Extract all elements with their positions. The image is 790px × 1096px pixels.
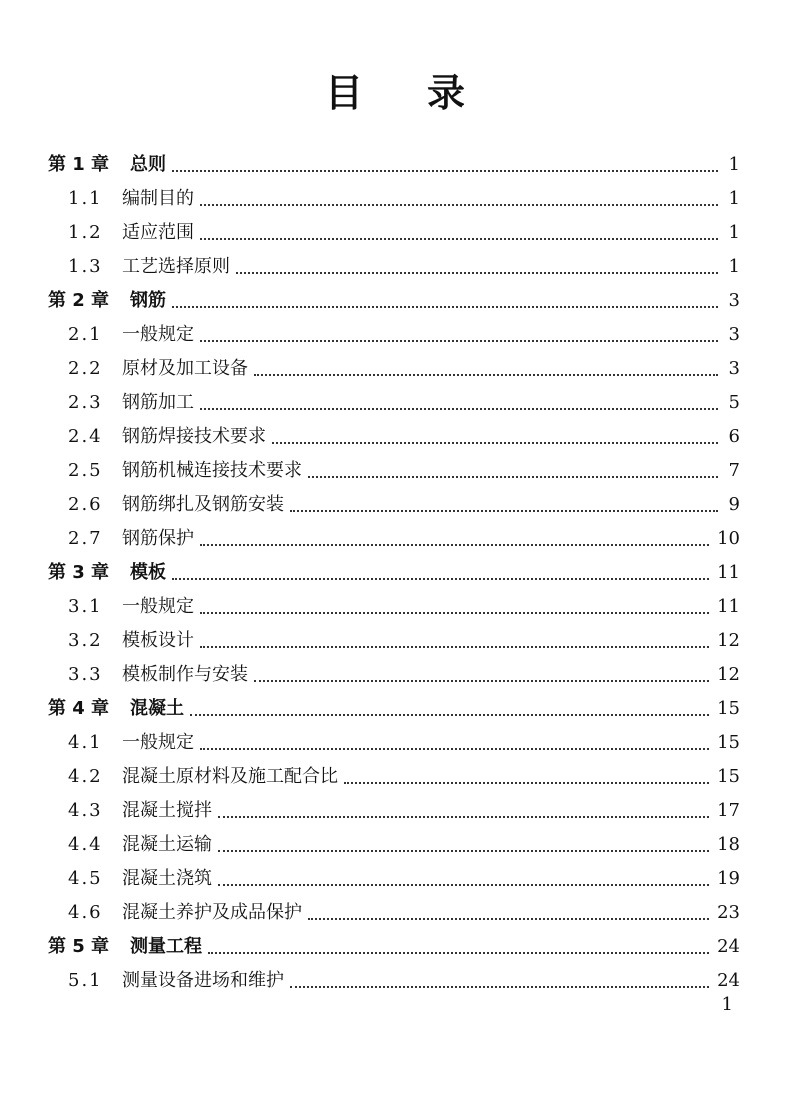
entry-title: 混凝土 — [130, 698, 184, 719]
entry-page-number: 3 — [728, 324, 740, 345]
entry-number: 第 4 章 — [48, 698, 110, 719]
entry-page-number: 11 — [717, 562, 740, 583]
entry-title: 总则 — [130, 154, 166, 175]
entry-page-number: 24 — [717, 936, 740, 957]
entry-title: 混凝土搅拌 — [122, 800, 212, 821]
entry-number: 第 3 章 — [48, 562, 110, 583]
dot-leader — [272, 441, 718, 444]
entry-page-number: 12 — [717, 630, 740, 651]
toc-chapter-entry — [48, 556, 740, 590]
dot-leader — [200, 747, 709, 750]
dot-leader — [172, 305, 718, 308]
toc-chapter-entry — [48, 692, 740, 726]
toc-section-entry — [48, 794, 740, 828]
entry-page-number: 3 — [728, 290, 740, 311]
entry-title: 模板制作与安装 — [122, 664, 248, 685]
dot-leader — [200, 645, 709, 648]
entry-number: 2.1 — [68, 324, 103, 345]
dot-leader — [172, 577, 709, 580]
title-char-1: 目 — [324, 71, 363, 115]
entry-number: 4.6 — [68, 902, 103, 923]
entry-page-number: 15 — [717, 698, 740, 719]
entry-title: 混凝土运输 — [122, 834, 212, 855]
page-title — [0, 62, 790, 117]
toc-chapter-entry — [48, 148, 740, 182]
toc-section-entry — [48, 216, 740, 250]
toc-section-entry — [48, 624, 740, 658]
entry-number: 3.3 — [68, 664, 103, 685]
entry-title: 编制目的 — [122, 188, 194, 209]
dot-leader — [172, 169, 718, 172]
entry-title: 模板设计 — [122, 630, 194, 651]
entry-page-number: 23 — [717, 902, 740, 923]
entry-page-number: 24 — [717, 970, 740, 991]
title-char-2: 录 — [427, 71, 466, 115]
entry-page-number: 7 — [728, 460, 740, 481]
dot-leader — [218, 815, 709, 818]
toc-section-entry — [48, 352, 740, 386]
entry-title: 混凝土养护及成品保护 — [122, 902, 302, 923]
entry-page-number: 9 — [728, 494, 740, 515]
entry-page-number: 12 — [717, 664, 740, 685]
entry-page-number: 11 — [717, 596, 740, 617]
entry-page-number: 1 — [728, 222, 740, 243]
entry-title: 一般规定 — [122, 324, 194, 345]
entry-title: 钢筋焊接技术要求 — [122, 426, 266, 447]
dot-leader — [308, 475, 718, 478]
dot-leader — [236, 271, 718, 274]
toc-section-entry — [48, 318, 740, 352]
dot-leader — [200, 543, 709, 546]
entry-page-number: 5 — [728, 392, 740, 413]
entry-number: 4.1 — [68, 732, 103, 753]
dot-leader — [290, 985, 709, 988]
entry-number: 1.1 — [68, 188, 103, 209]
toc-section-entry — [48, 760, 740, 794]
entry-number: 2.6 — [68, 494, 103, 515]
toc-chapter-entry — [48, 284, 740, 318]
entry-page-number: 6 — [728, 426, 740, 447]
dot-leader — [218, 883, 709, 886]
entry-number: 1.3 — [68, 256, 103, 277]
entry-title: 混凝土原材料及施工配合比 — [122, 766, 338, 787]
entry-title: 钢筋机械连接技术要求 — [122, 460, 302, 481]
entry-number: 4.3 — [68, 800, 103, 821]
entry-page-number: 1 — [728, 188, 740, 209]
entry-page-number: 17 — [717, 800, 740, 821]
entry-page-number: 3 — [728, 358, 740, 379]
entry-page-number: 15 — [717, 732, 740, 753]
entry-title: 一般规定 — [122, 732, 194, 753]
dot-leader — [200, 339, 718, 342]
toc-section-entry — [48, 862, 740, 896]
entry-number: 4.2 — [68, 766, 103, 787]
entry-title: 测量设备进场和维护 — [122, 970, 284, 991]
entry-title: 钢筋保护 — [122, 528, 194, 549]
entry-title: 适应范围 — [122, 222, 194, 243]
toc-chapter-entry — [48, 930, 740, 964]
toc-section-entry — [48, 964, 740, 998]
entry-number: 4.4 — [68, 834, 103, 855]
toc-section-entry — [48, 726, 740, 760]
entry-title: 原材及加工设备 — [122, 358, 248, 379]
entry-number: 3.2 — [68, 630, 103, 651]
entry-number: 第 5 章 — [48, 936, 110, 957]
dot-leader — [200, 407, 718, 410]
entry-number: 第 2 章 — [48, 290, 110, 311]
toc-section-entry — [48, 522, 740, 556]
entry-page-number: 1 — [728, 256, 740, 277]
entry-title: 钢筋绑扎及钢筋安装 — [122, 494, 284, 515]
entry-title: 工艺选择原则 — [122, 256, 230, 277]
entry-page-number: 15 — [717, 766, 740, 787]
toc-section-entry — [48, 488, 740, 522]
toc-section-entry — [48, 386, 740, 420]
dot-leader — [254, 373, 718, 376]
entry-page-number: 10 — [717, 528, 740, 549]
entry-number: 2.4 — [68, 426, 103, 447]
entry-title: 一般规定 — [122, 596, 194, 617]
entry-title: 钢筋 — [130, 290, 166, 311]
dot-leader — [308, 917, 709, 920]
entry-number: 2.2 — [68, 358, 103, 379]
dot-leader — [254, 679, 709, 682]
entry-page-number: 19 — [717, 868, 740, 889]
entry-number: 2.3 — [68, 392, 103, 413]
dot-leader — [290, 509, 718, 512]
toc-section-entry — [48, 250, 740, 284]
entry-title: 模板 — [130, 562, 166, 583]
entry-title: 测量工程 — [130, 936, 202, 957]
entry-page-number: 18 — [717, 834, 740, 855]
dot-leader — [344, 781, 709, 784]
dot-leader — [190, 713, 709, 716]
toc-section-entry — [48, 590, 740, 624]
toc-section-entry — [48, 420, 740, 454]
table-of-contents — [48, 148, 740, 998]
entry-number: 4.5 — [68, 868, 103, 889]
entry-title: 混凝土浇筑 — [122, 868, 212, 889]
toc-section-entry — [48, 658, 740, 692]
entry-number: 5.1 — [68, 970, 103, 991]
toc-section-entry — [48, 182, 740, 216]
toc-section-entry — [48, 828, 740, 862]
entry-number: 2.5 — [68, 460, 103, 481]
dot-leader — [218, 849, 709, 852]
entry-title: 钢筋加工 — [122, 392, 194, 413]
page-number: 1 — [721, 994, 733, 1015]
entry-number: 3.1 — [68, 596, 103, 617]
entry-number: 第 1 章 — [48, 154, 110, 175]
dot-leader — [200, 237, 718, 240]
toc-section-entry — [48, 896, 740, 930]
entry-page-number: 1 — [728, 154, 740, 175]
entry-number: 2.7 — [68, 528, 103, 549]
toc-section-entry — [48, 454, 740, 488]
entry-number: 1.2 — [68, 222, 103, 243]
dot-leader — [200, 611, 709, 614]
dot-leader — [208, 951, 709, 954]
dot-leader — [200, 203, 718, 206]
